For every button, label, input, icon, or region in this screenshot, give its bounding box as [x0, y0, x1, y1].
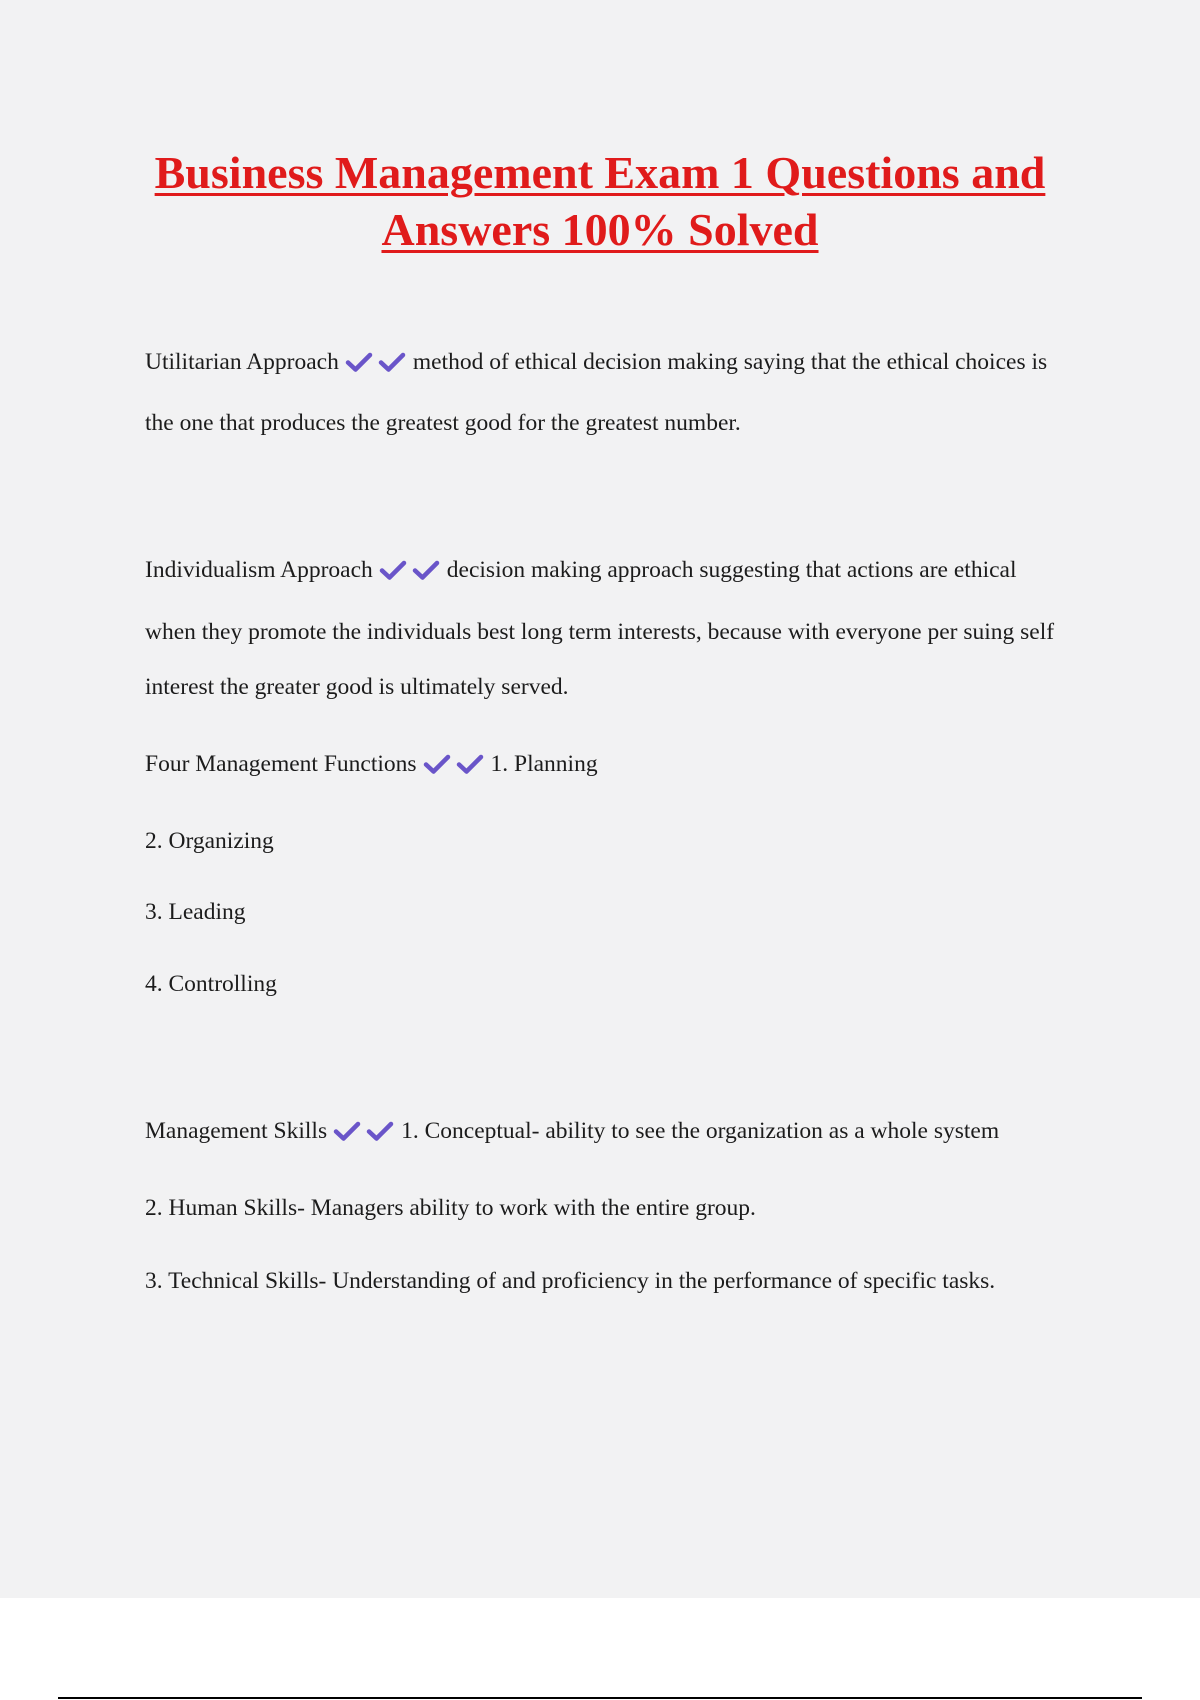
- entry-answer-line: when they promote the individuals best long term interests, because with everyone per suing self: [145, 619, 1055, 645]
- checkmark-icon: [345, 352, 373, 372]
- entry-answer: 1. Conceptual- ability to see the organization as a whole system: [401, 1118, 1000, 1144]
- checkmark-icon: [423, 754, 451, 774]
- entry-answer-line: 3. Leading: [145, 899, 246, 925]
- entry-answer: decision making approach suggesting that actions are ethical: [446, 557, 1017, 583]
- entry-answer-line: 3. Technical Skills- Understanding of and proficiency in the performance of specific tasks.: [145, 1268, 996, 1294]
- double-check-mark: [345, 350, 411, 380]
- entry-skills-first-line: [145, 1116, 999, 1149]
- checkmark-icon: [412, 560, 440, 580]
- entry-term: Four Management Functions: [145, 751, 417, 777]
- checkmark-icon: [456, 754, 484, 774]
- entry-answer: method of ethical decision making saying that the ethical choices is: [412, 349, 1048, 375]
- entry-answer-line: 4. Controlling: [145, 971, 277, 997]
- entry-term: Individualism Approach: [145, 557, 373, 583]
- entry-answer-line: interest the greater good is ultimately served.: [145, 674, 569, 700]
- entry-answer-line: 2. Organizing: [145, 828, 274, 854]
- entry-functions-first-line: [145, 749, 598, 782]
- entry-answer-line: 2. Human Skills- Managers ability to work with the entire group.: [145, 1195, 756, 1221]
- page-title: Business Management Exam 1 Questions and Answers 100% Solved: [154, 147, 1046, 255]
- double-check-mark: [423, 752, 489, 782]
- double-check-mark: [333, 1119, 399, 1149]
- entry-answer-line: the one that produces the greatest good for the greatest number.: [145, 410, 741, 436]
- entry-term: Management Skills: [145, 1118, 328, 1144]
- checkmark-icon: [366, 1121, 394, 1141]
- checkmark-icon: [333, 1121, 361, 1141]
- checkmark-icon: [378, 352, 406, 372]
- entry-utilitarian-first-line: [145, 347, 1047, 380]
- double-check-mark: [379, 558, 445, 588]
- footer-divider: [58, 1697, 1142, 1699]
- entry-individualism-first-line: [145, 555, 1017, 588]
- checkmark-icon: [379, 560, 407, 580]
- entry-term: Utilitarian Approach: [145, 349, 339, 375]
- entry-answer: 1. Planning: [490, 751, 598, 777]
